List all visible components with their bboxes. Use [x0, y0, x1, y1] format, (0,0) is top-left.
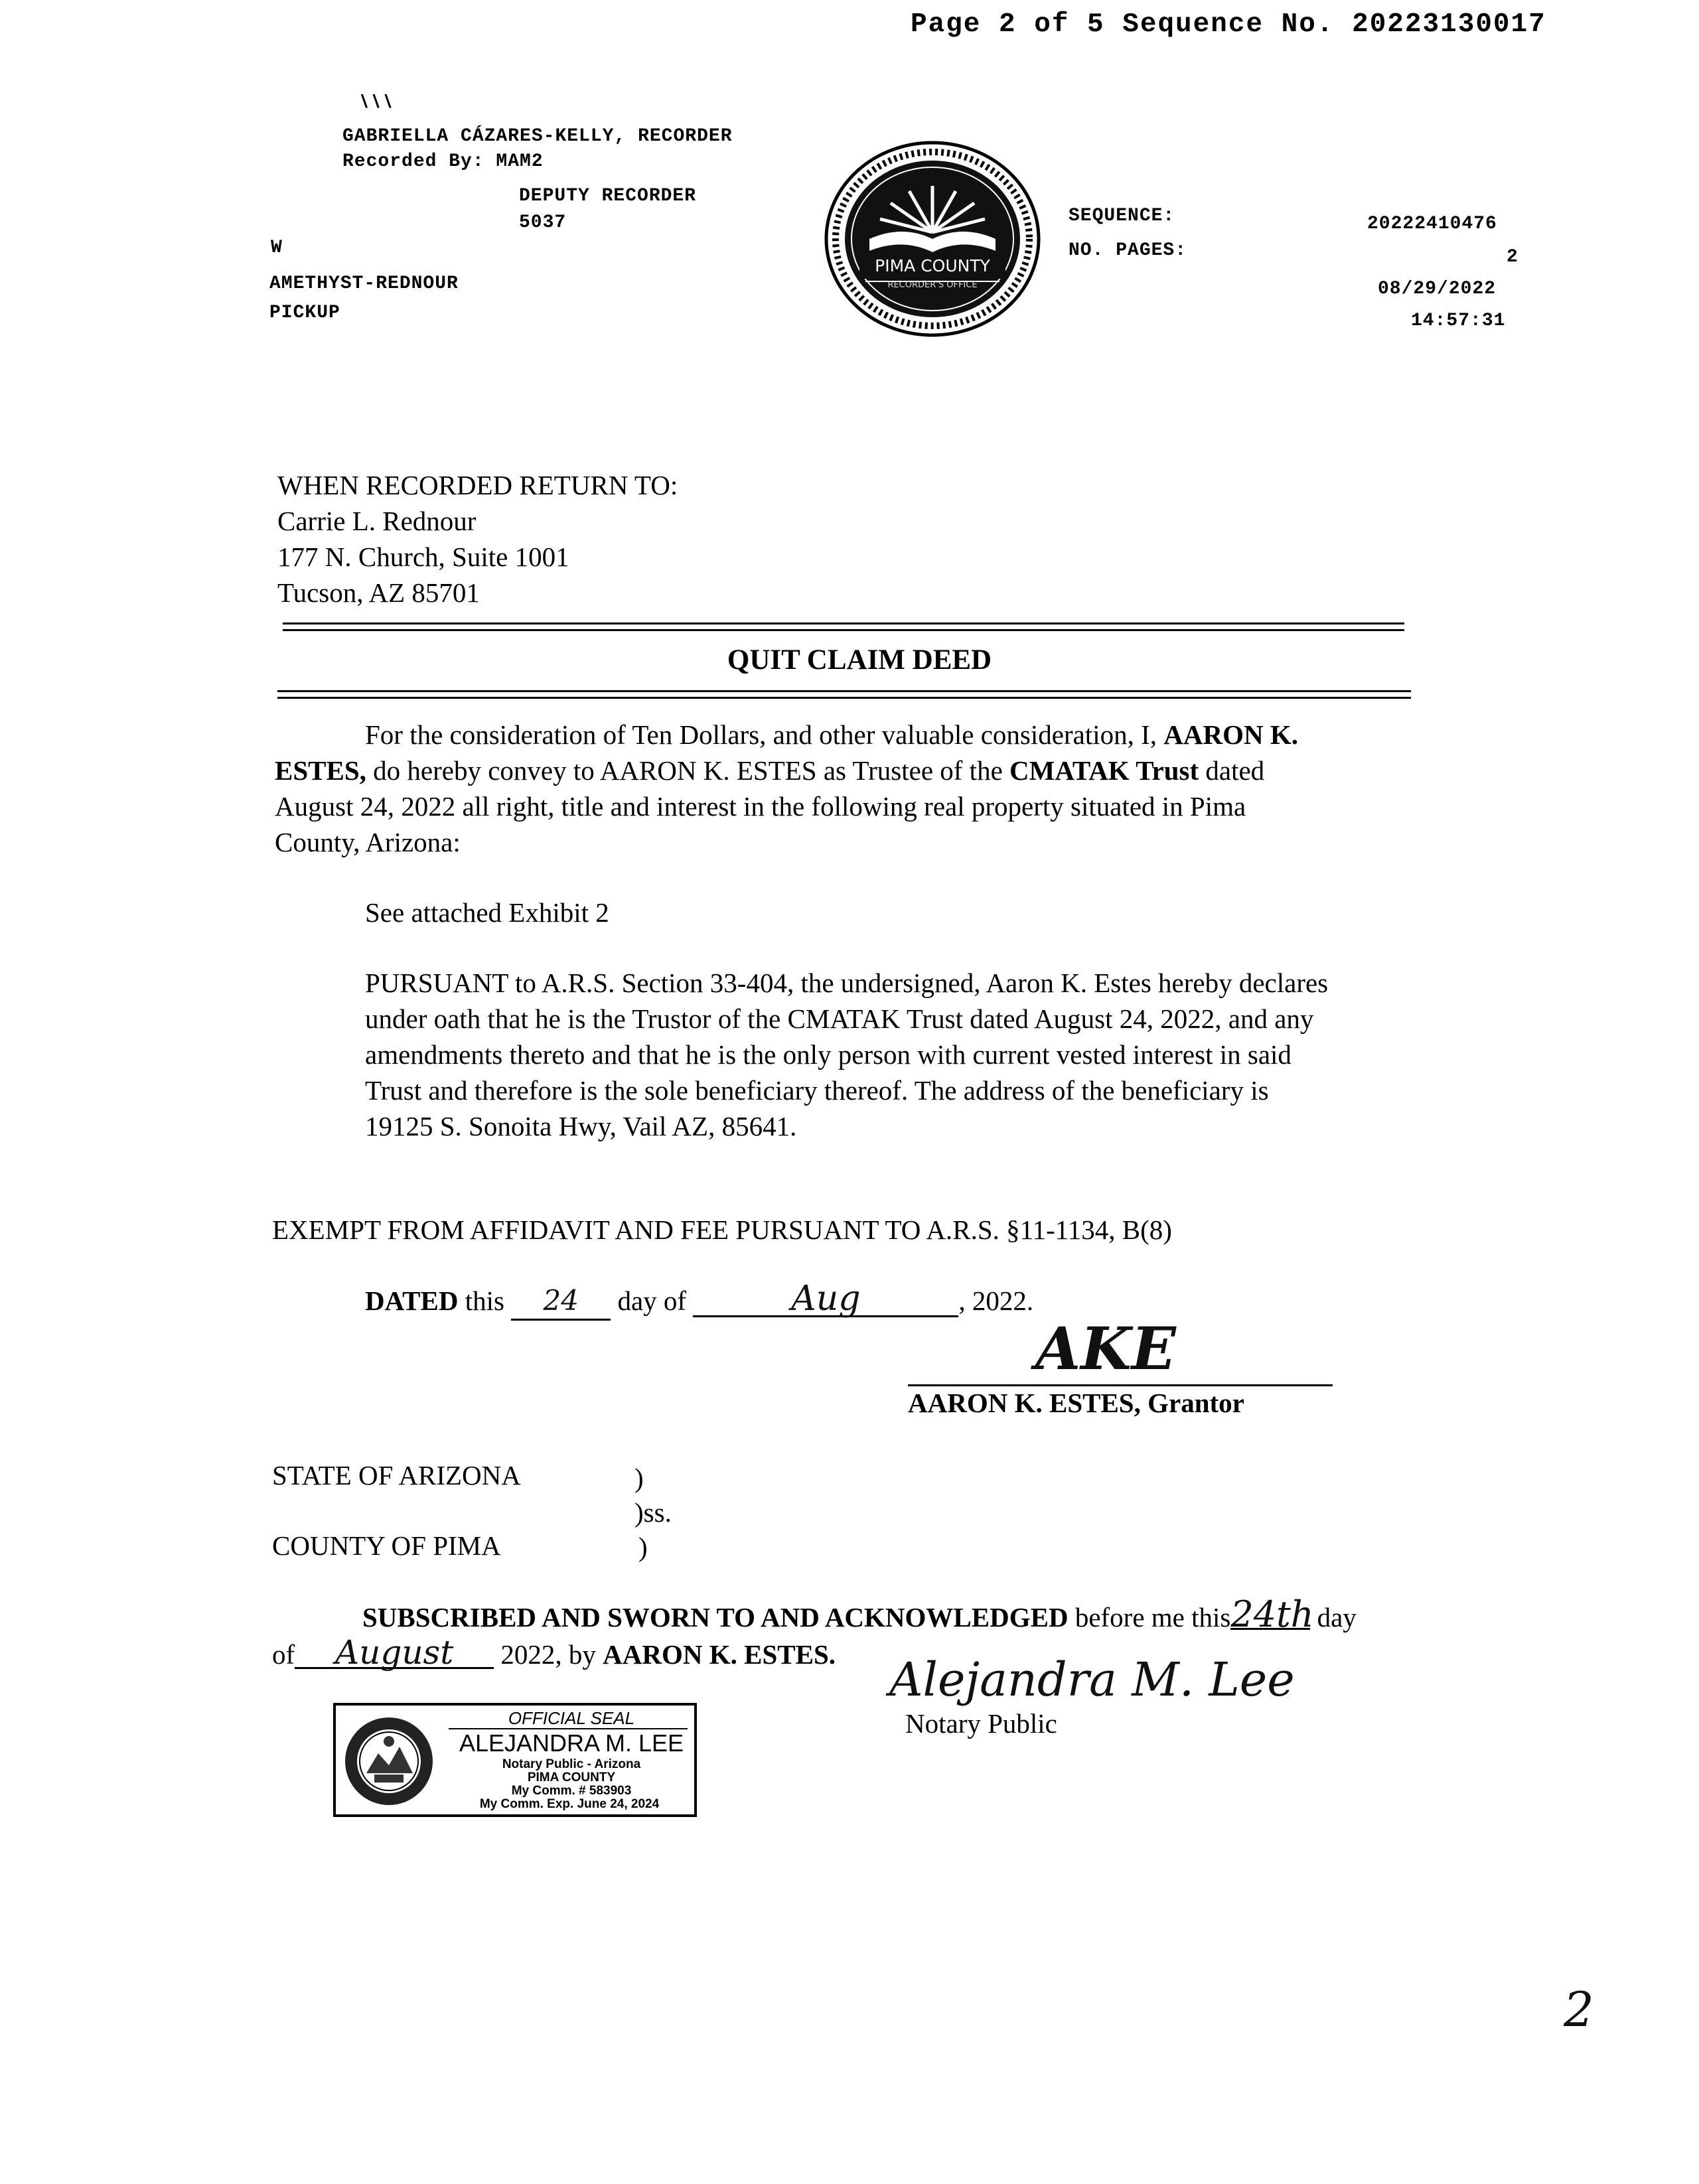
- seal-county: PIMA COUNTY: [527, 1771, 616, 1784]
- pima-seal-name: PIMA COUNTY: [875, 256, 990, 275]
- pages-value: 2: [1507, 247, 1518, 267]
- return-to-city: Tucson, AZ 85701: [277, 577, 480, 608]
- pursuant-line-1: PURSUANT to A.R.S. Section 33-404, the undersigned, Aaron K. Estes hereby declares: [365, 968, 1329, 998]
- acknowledgment-before: before me this: [1068, 1602, 1231, 1633]
- page-sequence-header: Page 2 of 5 Sequence No. 20223130017: [911, 9, 1546, 40]
- venue-state: STATE OF ARIZONA: [272, 1460, 521, 1491]
- pursuant-line-2: under oath that he is the Trustor of the CMATAK Trust dated August 24, 2022, and any: [365, 1003, 1314, 1034]
- convey-text: do hereby convey to AARON K. ESTES as Trustee of the: [366, 755, 1010, 786]
- pima-seal-subtitle: RECORDER'S OFFICE: [887, 280, 978, 290]
- arizona-seal-icon: [342, 1715, 435, 1808]
- consideration-line-3: August 24, 2022 all right, title and interest in the following real property situated in Pima: [275, 791, 1246, 822]
- venue-county: COUNTY OF PIMA: [272, 1530, 501, 1561]
- grantor-signature: AKE: [1035, 1314, 1176, 1383]
- acknowledgment-day: day: [1310, 1602, 1357, 1633]
- pursuant-line-4: Trust and therefore is the sole beneficiary thereof. The address of the beneficiary is: [365, 1075, 1269, 1106]
- dated-month-field: Aug: [693, 1282, 958, 1317]
- sequence-label: SEQUENCE:: [1069, 206, 1175, 226]
- recording-date: 08/29/2022: [1378, 279, 1497, 299]
- seal-name: ALEJANDRA M. LEE: [459, 1729, 684, 1757]
- dated-line: [365, 1279, 1034, 1321]
- acknowledgment-by: 2022, by: [494, 1639, 603, 1670]
- venue-paren-2: ): [638, 1532, 648, 1562]
- consideration-line-2: [275, 753, 1264, 788]
- notary-public-label: Notary Public: [905, 1708, 1057, 1739]
- dated-text: dated: [1199, 755, 1265, 786]
- grantor-signature-line: [908, 1384, 1333, 1386]
- acknowledgment-line-2: [272, 1633, 836, 1672]
- grantor-name-bold: AARON K.: [1163, 719, 1298, 750]
- consideration-line-4: County, Arizona:: [275, 827, 461, 857]
- acknowledgment-name: AARON K. ESTES.: [603, 1639, 836, 1670]
- title-rule-bottom-2: [277, 697, 1411, 699]
- venue-ss: )ss.: [634, 1497, 672, 1528]
- recording-time: 14:57:31: [1411, 311, 1506, 331]
- recorded-by: Recorded By: MAM2: [342, 151, 544, 172]
- deputy-recorder: DEPUTY RECORDER: [519, 186, 697, 206]
- pima-seal-graphic: [823, 139, 1042, 338]
- grantor-surname-bold: ESTES,: [275, 755, 366, 786]
- recorder-w: W: [271, 238, 283, 258]
- dated-day-field: 24: [511, 1283, 611, 1321]
- consideration-line-1: [365, 717, 1298, 753]
- pursuant-line-3: amendments thereto and that he is the only person with current vested interest in said: [365, 1039, 1292, 1070]
- acknowledgment-of: of: [272, 1639, 295, 1670]
- pima-county-seal: [823, 139, 1042, 338]
- seal-title: Notary Public - Arizona: [502, 1757, 641, 1771]
- return-to-name: Carrie L. Rednour: [277, 506, 477, 536]
- title-rule-top-2: [283, 629, 1404, 631]
- dated-this: this: [458, 1285, 512, 1316]
- venue-paren-1: ): [634, 1463, 644, 1493]
- return-to-street: 177 N. Church, Suite 1001: [277, 542, 569, 572]
- dated-label: DATED: [365, 1285, 459, 1316]
- exempt-statement: EXEMPT FROM AFFIDAVIT AND FEE PURSUANT TO A.R.S. §11-1134, B(8): [272, 1214, 1172, 1245]
- title-rule-top-1: [283, 622, 1404, 624]
- pursuant-line-5: 19125 S. Sonoita Hwy, Vail AZ, 85641.: [365, 1111, 797, 1141]
- notary-signature: Alejandra M. Lee: [889, 1652, 1295, 1707]
- acknowledgment-line-1: [362, 1593, 1357, 1635]
- consideration-text: For the consideration of Ten Dollars, and other valuable consideration, I,: [365, 719, 1164, 750]
- handwritten-page-mark: 2: [1564, 1982, 1594, 2037]
- document-title: QUIT CLAIM DEED: [727, 644, 992, 676]
- recorder-mark: \\\: [358, 93, 394, 113]
- exhibit-reference: See attached Exhibit 2: [365, 897, 609, 928]
- pages-label: NO. PAGES:: [1069, 240, 1187, 261]
- dated-day-of: day of: [611, 1285, 694, 1316]
- seal-official: OFFICIAL SEAL: [508, 1708, 635, 1728]
- acknowledgment-month-field: August: [295, 1638, 494, 1669]
- acknowledgment-day-field: 24th: [1230, 1593, 1314, 1635]
- trust-name-bold: CMATAK Trust: [1009, 755, 1199, 786]
- sequence-value: 20222410476: [1367, 214, 1497, 234]
- seal-commission: My Comm. # 583903: [511, 1784, 632, 1798]
- return-to-heading: WHEN RECORDED RETURN TO:: [277, 470, 678, 500]
- title-rule-bottom-1: [277, 690, 1411, 692]
- acknowledgment-bold: SUBSCRIBED AND SWORN TO AND ACKNOWLEDGED: [362, 1602, 1069, 1633]
- notary-seal-stamp: [333, 1703, 697, 1817]
- pickup-label: PICKUP: [269, 303, 340, 323]
- recorder-name: GABRIELLA CÁZARES-KELLY, RECORDER: [342, 126, 733, 147]
- grantor-signature-label: AARON K. ESTES, Grantor: [908, 1388, 1244, 1418]
- seal-expiration: My Comm. Exp. June 24, 2024: [479, 1797, 660, 1811]
- requester-name: AMETHYST-REDNOUR: [269, 273, 459, 294]
- deputy-number: 5037: [519, 212, 567, 233]
- dated-year: , 2022.: [958, 1285, 1034, 1316]
